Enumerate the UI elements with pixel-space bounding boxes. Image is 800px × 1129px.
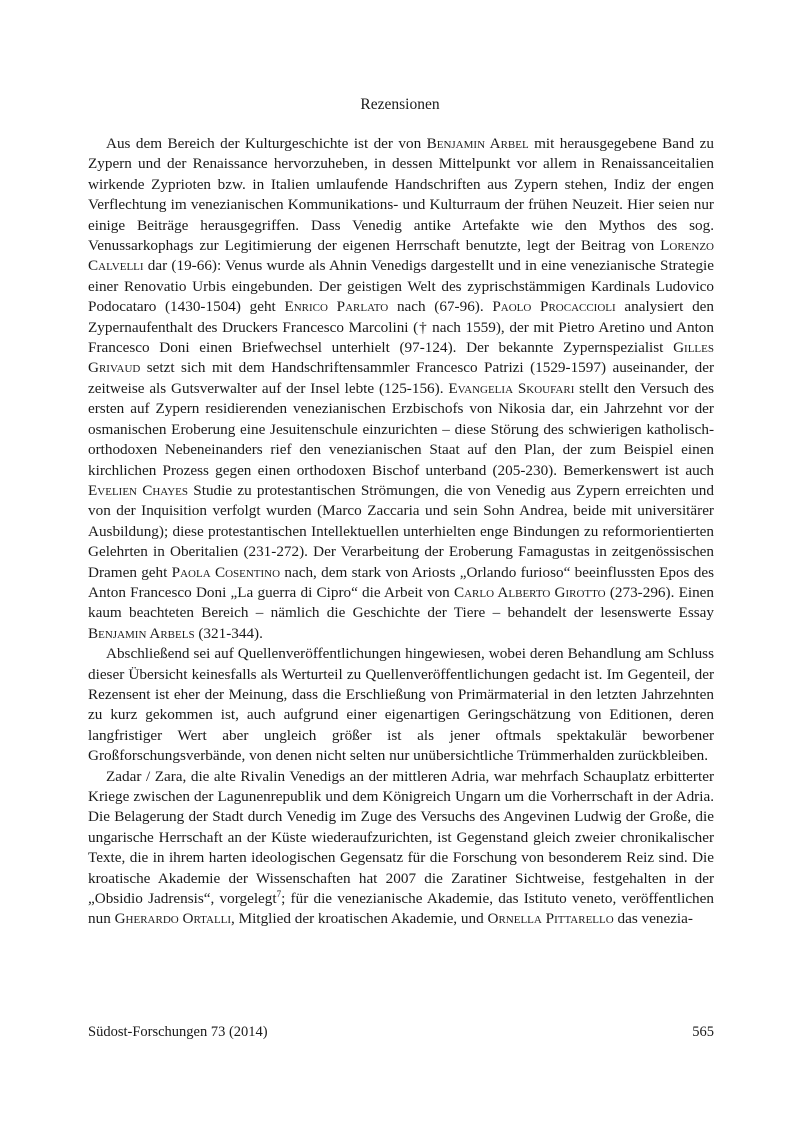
paragraph — [88, 134, 714, 644]
page-number: 565 — [692, 1024, 714, 1040]
text-run: (273-296). Einen kaum beachteten Bereich – nämlich die Geschichte der Tiere – behandelt der lesenswerte Essay — [88, 583, 714, 622]
footer-journal-title: Südost-Forschungen 73 (2014) — [88, 1024, 268, 1040]
text-run: Aus dem Bereich der Kulturgeschichte ist der von — [106, 135, 427, 152]
author-name: Benjamin Arbels — [88, 624, 195, 642]
text-run: nach, dem stark von Ariosts „Orlando furioso“ beeinflussten Epos des Anton Francesco Doni „La guerra di Cipro“ die Arbeit von — [88, 563, 714, 601]
author-name: Gilles Grivaud — [88, 339, 714, 377]
review-body — [88, 134, 714, 930]
author-name: Enrico Parlato — [284, 298, 389, 316]
text-run: analysiert den Zypernaufenthalt des Druckers Francesco Marcolini († nach 1559), der mit Pietro Aretino und Anton Francesco Doni einen Briefwechsel unterhielt (97-124). Der bekannte Zypernspezialist — [88, 298, 715, 357]
text-run: setzt sich mit dem Handschriftensammler Francesco Patrizi (1529-1597) auseinander, der zeitweise als Gutsverwalter auf der Insel lebte (125-156). — [88, 359, 714, 397]
text-run: , Mitglied der kroatischen Akademie, und — [231, 910, 488, 928]
running-header: Rezensionen — [360, 96, 440, 113]
text-run: Studie zu protestantischen Strömungen, die von Venedig aus Zypern erreichten und von der Inquisition verfolgt wurden (Marco Zaccaria und sein Sohn Andrea, beide mit universitärer Ausbildung); diese protestantischen Intellektuellen unterhielten enge Bindungen zu reformorientierten Gelehrten in Oberitalien (231-272). Der Verarbeitung der Eroberung Famagustas in zeitgenössischen Dramen geht — [88, 481, 714, 581]
text-run: ; für die venezianische Akademie, das Istituto veneto, veröffentlichen nun — [88, 890, 714, 928]
text-run: das venezia- — [613, 910, 693, 928]
text-run: stellt den Versuch des ersten auf Zypern residierenden venezianischen Erzbischofs von Nikosia dar, ein Jahrzehnt vor der osmanischen Eroberung eine Jesuitenschule einzurichten – diese Störung des schwierigen katholisch-orthodoxen Nebeneinanders rief den venezianischen Staat auf den Plan, der zum Beispiel einen kirchlichen Prozess gegen einen orthodoxen Bischof unterband (205-230). Bemerkenswert ist auch — [88, 379, 714, 479]
author-name: Gherardo Ortalli — [114, 910, 232, 928]
author-name: Ornella Pittarello — [487, 910, 614, 928]
author-name: Paolo Procaccioli — [492, 298, 616, 316]
text-run: mit herausgegebene Band zu Zypern und der Renaissance hervorzuheben, in dessen Mittelpunkt vor allem in Renaissanceitalien wirkende Zyprioten bzw. in Italien umlaufende Handschriften aus Zypern stehen, Indiz der engen Verflechtung im venezianischen Kommunikations- und Kulturraum der frühen Neuzeit. Hier seien nur einige Beiträge herausgegriffen. Dass Venedig antike Artefakte wie den Mythos des sog. Venussarkophags zur Legitimierung der eigenen Herrschaft benutzte, legt der Beitrag von — [88, 135, 714, 255]
text-run: nach (67-96). — [388, 298, 493, 316]
paragraph — [88, 767, 714, 930]
author-name: Lorenzo Calvelli — [88, 237, 714, 275]
author-name: Paola Cosentino — [171, 563, 281, 581]
author-name: Benjamin Arbel — [426, 135, 529, 152]
text-run: (321-344). — [194, 624, 263, 642]
text-run: Zadar / Zara, die alte Rivalin Venedigs an der mittleren Adria, war mehrfach Schauplatz erbitterter Kriege zwischen der Lagunenrepublik und dem Königreich Ungarn um die Vorherrschaft in der Adria. Die Belagerung der Stadt durch Venedig im Zuge des Versuchs des Angevinen Ludwig der Große, die ungarische Herrschaft an der Küste wiederaufzurichten, ist Gegenstand gleich zweier chronikalischer Texte, die in ihrem harten ideologischen Gegensatz für die Forschung von besonderem Reiz sind. Die kroatische Akademie der Wissenschaften hat 2007 die Zaratiner Sichtweise, festgehalten in der „Obsidio Jadrensis“, vorgelegt — [88, 767, 714, 908]
author-name: Evelien Chayes — [88, 481, 189, 499]
author-name: Evangelia Skoufari — [448, 379, 575, 397]
footnote-marker: 7 — [276, 888, 282, 899]
author-name: Carlo Alberto Girotto — [453, 583, 606, 601]
paragraph — [88, 644, 714, 766]
text-run: Abschließend sei auf Quellenveröffentlichungen hingewiesen, wobei deren Behandlung am Schluss dieser Übersicht keinesfalls als Werturteil zu Quellenveröffentlichungen gedacht ist. Im Gegenteil, der Rezensent ist eher der Meinung, dass die Erschließung von Primärmaterial in den letzten Jahrzehnten zu kurz gekommen ist, auch aufgrund einer eigenartigen Geringschätzung von Editionen, deren langfristiger Wert aber ungleich größer ist als jener oftmals spektakulär beworbener Großforschungsverbände, von denen nicht selten nur unübersichtliche Trümmerhalden zurückbleiben. — [88, 645, 714, 765]
text-run: dar (19-66): Venus wurde als Ahnin Venedigs dargestellt und in eine venezianische Strategie einer Renovatio Urbis eingebunden. Der geistigen Welt des zyprischstämmigen Kardinals Ludovico Podocataro (1430-1504) geht — [88, 257, 714, 316]
